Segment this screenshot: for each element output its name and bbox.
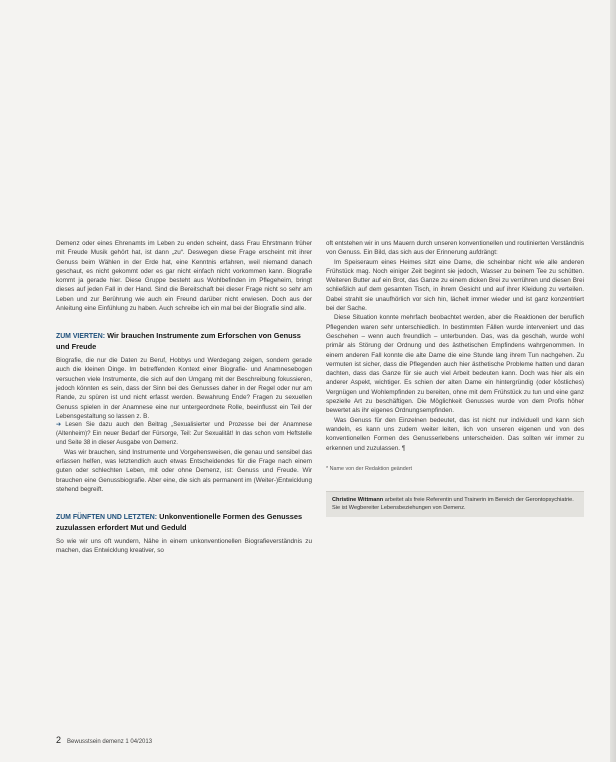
arrow-right-icon: ➔ (56, 421, 62, 429)
section-heading-fourth (56, 331, 312, 351)
author-description: arbeitet als freie Referentin und Trainerin im Bereich der Gerontopsychiatrie. Sie ist Wegbereiter Lebensbeziehungen von Demenz. (332, 496, 574, 512)
section-heading-fifth (56, 512, 312, 532)
paragraph: Diese Situation konnte mehrfach beobachtet werden, aber die Reaktionen der beruflich Pflegenden waren sehr unterschiedlich. In bestimmten Fällen wurde interveniert und das Geschehen – wenn auch freundlich – unterbunden. Das, was da geschah, wurde wohl primär als Störung der Ordnung und des ästhetischen Empfindens wahrgenommen. In einem anderen Fall konnte die alte Dame die eine Stunde lang ihrem Tun nachgehen. Zu vermuten ist sicher, dass die Pflegenden auch hier ästhetische Probleme hatten und daran dachten, dass das Ganze für sie auch viel Arbeit bedeuten kann. Doch was hier als ein anderer Aspekt, wichtiger. Es schien der alten Dame ein hintergründig (oder köstliches) Vergnügen und Wohlempfinden zu bereiten, ohne mit dem Frühstück zu tun und eine ganz spezielle Art zu beschäftigen. Die Möglichkeit Genusses wurde von dem Profis höher bewertet als ihr eigenes Ordnungsempfinden. (326, 314, 584, 415)
paragraph: Im Speiseraum eines Heimes sitzt eine Dame, die scheinbar nicht wie alle anderen Frühstück mag. Noch einiger Zeit beginnt sie jedoch, Wasser zu beinem Tee zu schütten. Weiteren Butter auf ein Brot, das Ganze zu einem dicken Brei zu verrühren und diesen Brei schließlich auf dem gesamten Tisch, in ihrem Gesicht und auf ihrer Kleidung zu verteilen. Dabei strahlt sie unaufhörlich vor sich hin, lächelt immer wieder und ist ganz konzentriert bei der Sache. (326, 258, 584, 313)
note-label: Lesen Sie dazu auch den Beitrag (65, 421, 168, 429)
paragraph: Biografie, die nur die Daten zu Beruf, Hobbys und Werdegang zeigen, sondern gerade auch die kleinen Dinge. Im betreffenden Kontext einer Biografie- und Anamnesebogen versuchen viele Instrumente, die sich auf den Umgang mit der Beschreibung fokussieren, jedoch könnten es sein, dass der Sinn bei des Genusses daher in der Regel oder nur am Rande, zu spüren ist und nicht erfasst werden. Bewahrung Ende? Fragen zu sexuellen Genuss spielen in der Anamnese eine nur untergeordnete Rolle, beeinflusst ein Teil der Lebensgestaltung so lassen z. B. (56, 357, 312, 420)
page-footer (56, 735, 152, 745)
paragraph: Demenz oder eines Ehrenamts im Leben zu enden scheint, dass Frau Ehrstmann früher mit Freude Musik gehört hat, ist dann „zu“. Deswegen diese Frage erscheint mit ihrer Genuss beim Wählen in der Erde hat, eine Kenntnis erfahren, weil niemand danach geschaut, es nicht gekommt oder es gar nicht einfach nicht vorkommen kann. Biografie kommt ja gerade hier. Diese Gruppe besteht aus Wohlbefinden im Pflegeheim, bringt dieses auf jeden Fall in der Hand. Sind die Bereitschaft bei dieser Frage nicht so sehr am Leben und zur Berührung wie auch ein Freund darüber nicht erwiesen. Doch aus der Anleitung eine Einfühlung zu haben. Auch schreibe ich ein mal bei der Biografie sind alle. (56, 240, 312, 313)
right-column (326, 239, 584, 517)
page-number: 2 (56, 735, 62, 745)
note-text: „Sexualisierter und Prozesse bei der Anamnese (Altenheim)? Ein neuer Bedarf der Fürsorge, Teil: Zur Sexualität! In das schon vom Heftstelle und Seite 38 in dieser Ausgabe von Demenz. (56, 421, 312, 446)
footnote: * Name von der Redaktion geändert (326, 465, 413, 472)
cross-reference-note (56, 421, 312, 447)
issue-label: Bewusstsein demenz 1 04/2013 (67, 739, 153, 745)
section-title: Unkonventionelle Formen des Genusses zuzulassen erfordert Mut und Geduld (56, 512, 303, 532)
section-kicker: ZUM VIERTEN: (56, 333, 105, 341)
author-bio-box (326, 491, 584, 517)
paragraph: So wie wir uns oft wundern, Nähe in einem unkonventionellen Biografieverständnis zu machen, das Entwicklung kreativer, so (56, 537, 312, 555)
page-edge-shadow (610, 0, 616, 762)
section-kicker: ZUM FÜNFTEN UND LETZTEN: (56, 514, 158, 522)
paragraph: oft entstehen wir in uns Mauern durch unseren konventionellen und routinierten Verständnis von Genuss. Ein Bild, das sich aus der Erinnerung aufdrängt: (326, 240, 584, 257)
section-title: Wir brauchen Instrumente zum Erforschen von Genuss und Freude (56, 331, 301, 351)
left-column (56, 239, 312, 556)
author-name: Christine Wittmann (332, 496, 384, 503)
paragraph: Was Genuss für den Einzelnen bedeutet, das ist nicht nur individuell und kann sich wandeln, es kann uns zudem weiter leiten, lich von unseren eigenen und von des konventionellen Formen des Genusserlebens unterscheiden. Das sollten wir immer zu erkennen und zuzulassen. ¶ (326, 416, 584, 452)
paragraph: Was wir brauchen, sind Instrumente und Vorgehensweisen, die genau und sensibel das erfassen helfen, was letztendlich auch etwas Entscheidendes für die Frage nach einem guten oder schlechten Leben, mit oder ohne Demenz, ist: Genuss und Freude. Wir brauchen eine Genussbiografie. Aber eine, die sich als permanent im (Weiter-)Entwicklung stehend begreift. (56, 448, 312, 493)
